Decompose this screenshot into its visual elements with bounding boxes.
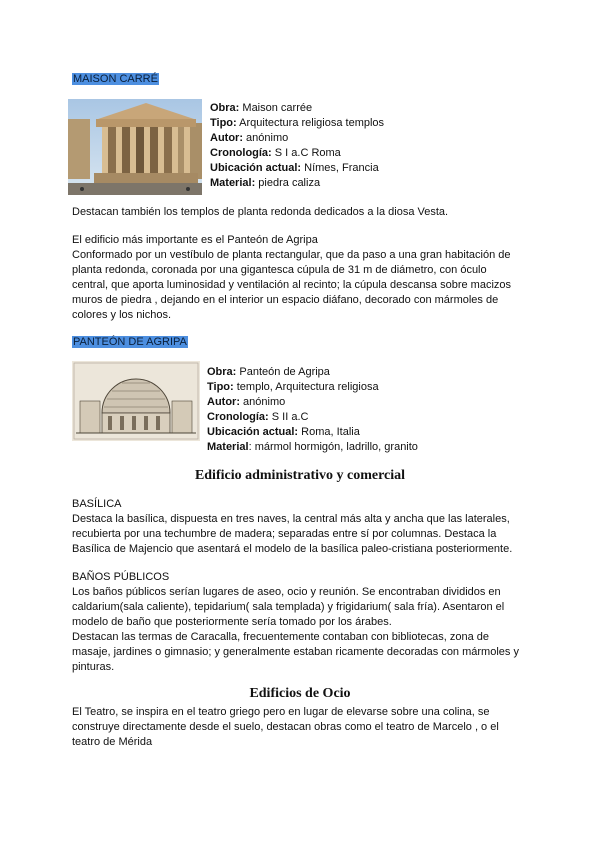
fact-row: Ubicación actual: Roma, Italia	[207, 426, 360, 438]
maison-heading	[72, 72, 159, 87]
fact-row: Autor: anónimo	[210, 132, 289, 144]
vesta-paragraph: Destacan también los templos de planta redonda dedicados a la diosa Vesta.	[72, 206, 449, 218]
banos-heading: BAÑOS PÚBLICOS	[72, 571, 170, 583]
panteon-facts	[207, 365, 418, 455]
temple-illustration	[68, 99, 202, 195]
ocio-paragraph: El Teatro, se inspira en el teatro griego pero en lugar de elevarse sobre una colina, se construye directamente desde el suelo, destacan obras como el teatro de Marcelo , o el teatro de Mérida	[72, 706, 499, 748]
fact-row: Autor: anónimo	[207, 396, 286, 408]
ocio-section-title: Edificios de Ocio	[249, 686, 351, 701]
fact-row: Ubicación actual: Nímes, Francia	[210, 162, 379, 174]
panteon-illustration	[72, 361, 200, 441]
admin-section-title: Edificio administrativo y comercial	[194, 468, 406, 483]
fact-row: Cronología: S I a.C Roma	[210, 147, 341, 159]
fact-row: Cronología: S II a.C	[207, 411, 309, 423]
fact-row: Tipo: Arquitectura religiosa templos	[210, 117, 385, 129]
maison-facts	[210, 101, 384, 191]
basilica-section: BASÍLICA Destaca la basílica, dispuesta en tres naves, la central más alta y ancha que las laterales, recubierta por una techumbre de madera; separadas entre sí por columnas. Destaca la Basílica de Majencio que asentará el modelo de la basílica paleo-cristiana posteriormente.	[72, 497, 542, 557]
panteon-intro-paragraph: El edificio más importante es el Panteón de Agripa Conformado por un vestíbulo de planta rectangular, que da paso a una gran habitación de planta redonda, coronada por una gigantesca cúpula de 31 m de diámetro, con óculo central, que aporta luminosidad y ventilación al recinto; la cúpula descansa sobre macizos muros de piedra , dejando en el interior un espacio diáfano, decorado con mármoles de colores y los nichos.	[72, 234, 512, 321]
fact-row: Material: piedra caliza	[210, 177, 321, 189]
panteon-heading	[72, 335, 188, 350]
maison-carree-photo	[68, 99, 202, 195]
fact-row: Obra: Panteón de Agripa	[207, 366, 330, 378]
panteon-heading-text: PANTEÓN DE AGRIPA	[73, 336, 187, 348]
maison-heading-text: MAISON CARRÉ	[73, 73, 158, 85]
fact-row: Material: mármol hormigón, ladrillo, granito	[207, 441, 418, 453]
fact-row: Obra: Maison carrée	[210, 102, 313, 114]
fact-row: Tipo: templo, Arquitectura religiosa	[207, 381, 379, 393]
basilica-heading: BASÍLICA	[72, 498, 122, 510]
banos-section: BAÑOS PÚBLICOS Los baños públicos serían lugares de aseo, ocio y reunión. Se encontraban divididos en caldarium(sala caliente), tepidarium( sala templada) y frigidarium( sala fría). Asentaron el modelo de baño que posteriormente sería tomado por los árabes. Destacan las termas de Caracalla, frecuentemente contaban con bibliotecas, zona de masaje, jardines o gimnasio; y generalmente estaban ricamente decoradas con mármoles y pinturas.	[72, 570, 542, 675]
panteon-engraving	[72, 361, 200, 441]
